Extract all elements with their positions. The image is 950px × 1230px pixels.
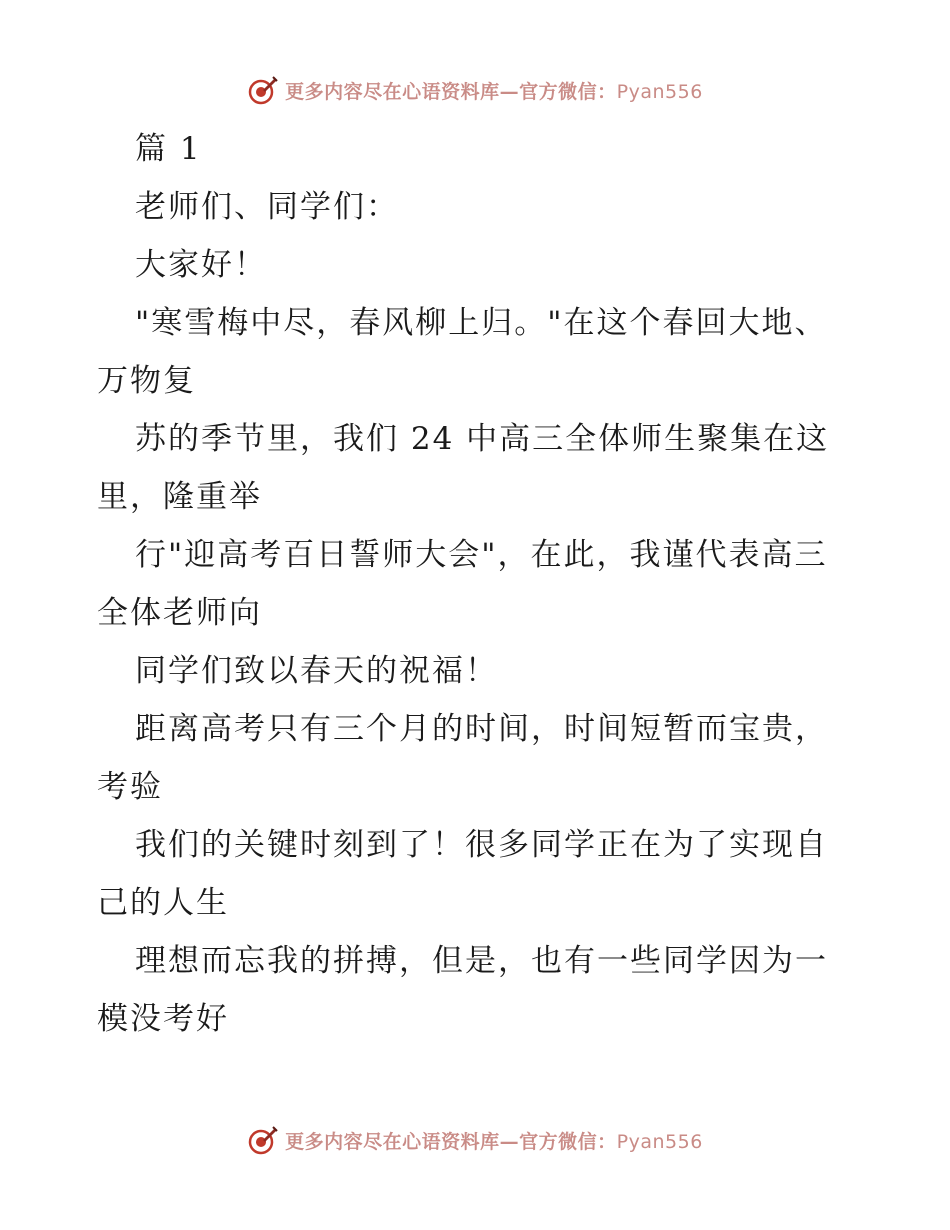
body-line: "寒雪梅中尽，春风柳上归。"在这个春回大地、 (135, 305, 828, 341)
body-line: 距离高考只有三个月的时间，时间短暂而宝贵， (135, 711, 828, 747)
header-wechat-id: Pyan556 (616, 80, 703, 103)
body-line: 苏的季节里，我们 24 中高三全体师生聚集在这 (135, 421, 830, 457)
body-line: 己的人生 (97, 885, 229, 921)
body-line: 篇 1 (135, 131, 202, 167)
footer-watermark-banner (0, 1118, 950, 1162)
header-watermark-banner (0, 68, 950, 112)
body-line: 我们的关键时刻到了！很多同学正在为了实现自 (135, 827, 828, 863)
body-line: 模没考好 (97, 1001, 229, 1037)
body-line: 同学们致以春天的祝福！ (135, 653, 498, 689)
header-banner-text: 更多内容尽在心语资料库—官方微信：Pyan556 (285, 80, 703, 103)
body-line: 万物复 (97, 363, 196, 399)
body-line: 老师们、同学们： (135, 189, 399, 225)
body-line: 大家好！ (135, 247, 267, 283)
footer-banner-text: 更多内容尽在心语资料库—官方微信：Pyan556 (285, 1130, 703, 1153)
document-body (97, 120, 857, 1048)
body-line: 全体老师向 (97, 595, 262, 631)
body-line: 考验 (97, 769, 163, 805)
pen-nib-circle-logo-icon (247, 1124, 279, 1156)
pen-nib-circle-logo-icon (247, 74, 279, 106)
body-line: 行"迎高考百日誓师大会"，在此，我谨代表高三 (135, 537, 828, 573)
body-line: 里，隆重举 (97, 479, 262, 515)
body-line: 理想而忘我的拼搏，但是，也有一些同学因为一 (135, 943, 828, 979)
footer-wechat-id: Pyan556 (616, 1130, 703, 1153)
